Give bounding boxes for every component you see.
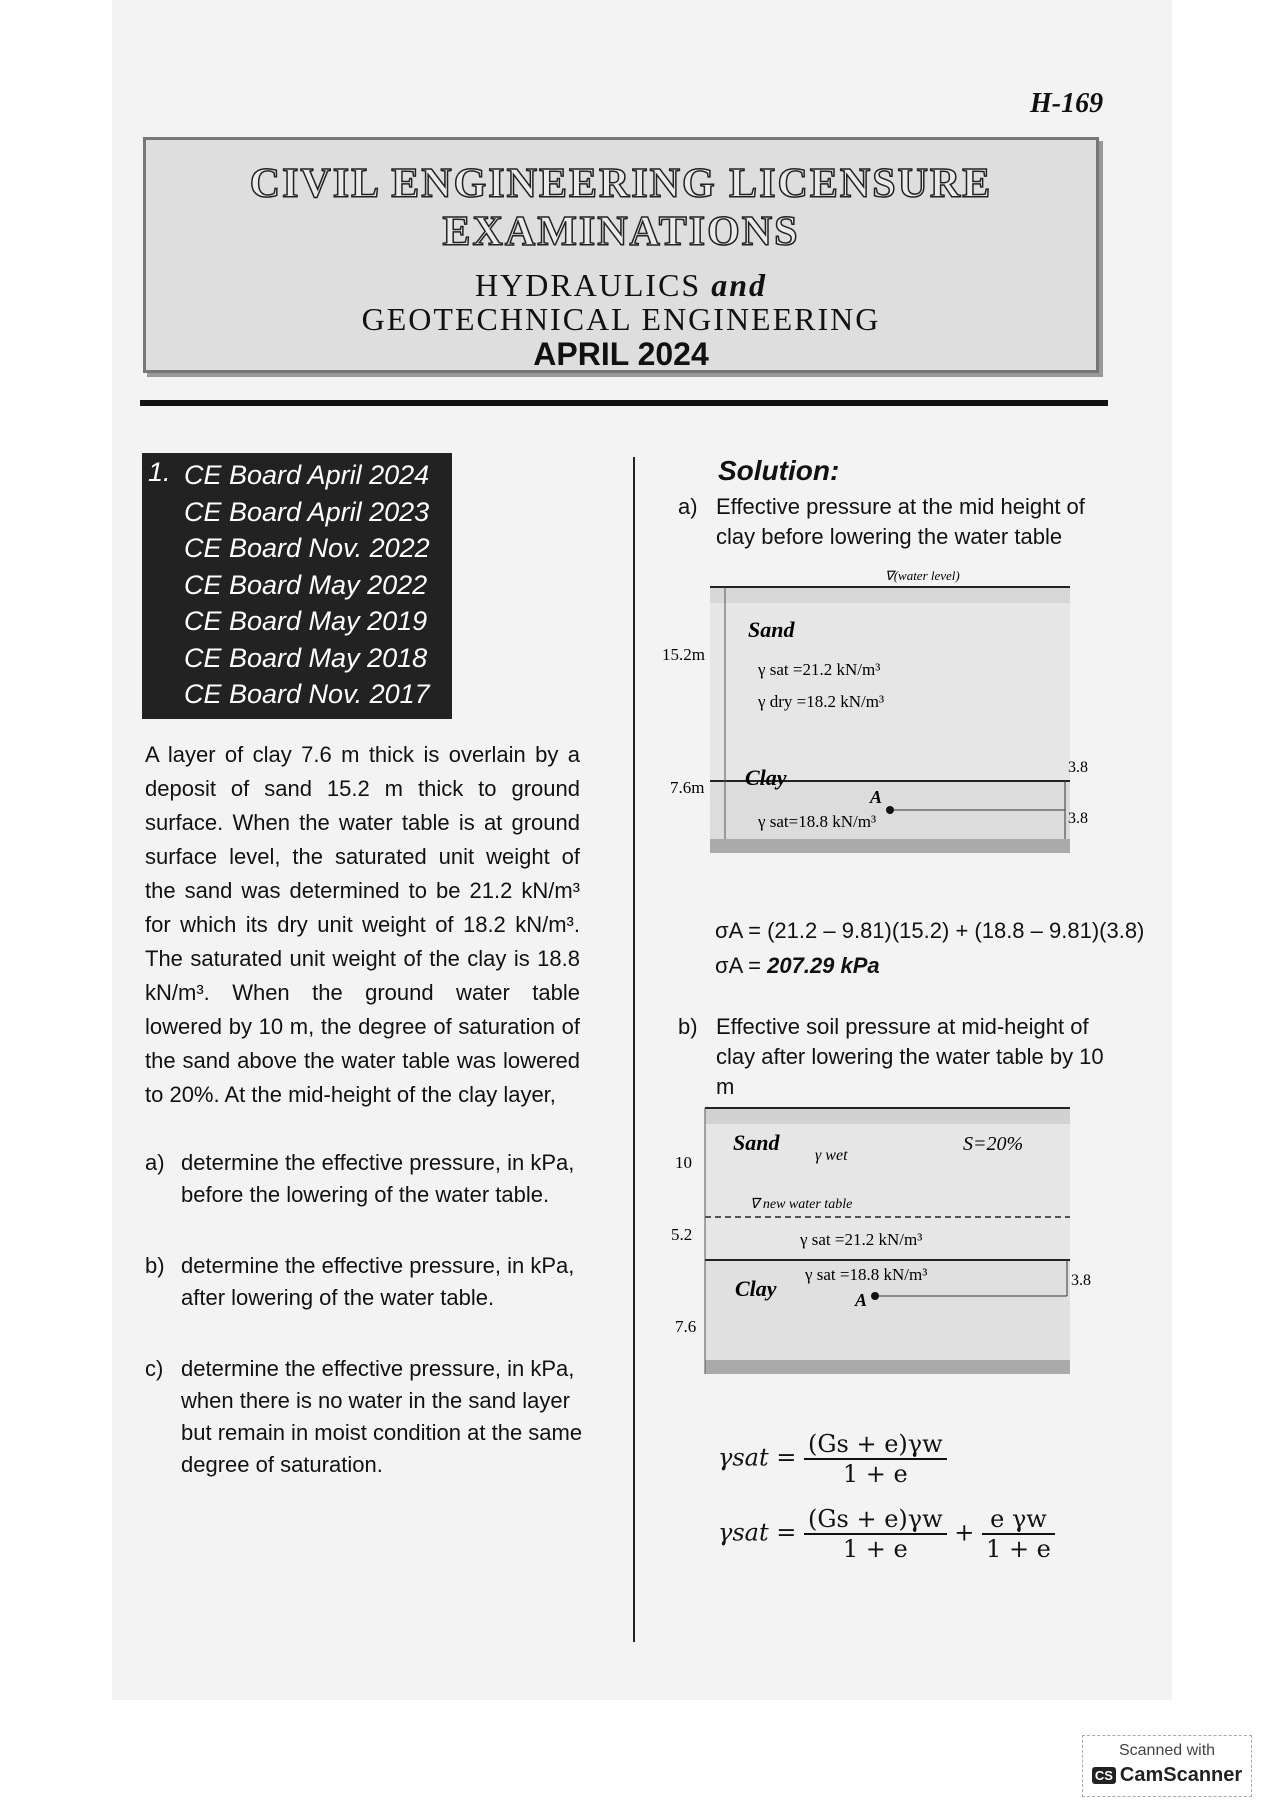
- clay-gsat: γ sat=18.8 kN/m³: [758, 812, 877, 831]
- gamma-wet-label: γ wet: [815, 1147, 848, 1164]
- fraction: [804, 1430, 947, 1488]
- banner-line3: [146, 268, 1096, 302]
- question-text: determine the effective pressure, in kPa, after lowering of the water table.: [181, 1253, 575, 1310]
- watermark-line1: Scanned with: [1118, 1742, 1216, 1759]
- result-value: 207.29 kPa: [767, 953, 880, 978]
- watermark-line2: [1083, 1764, 1251, 1787]
- title-banner: [143, 137, 1099, 373]
- question-c: [145, 1353, 585, 1481]
- fraction: [982, 1505, 1055, 1563]
- formula-lhs: γsat: [718, 1518, 769, 1547]
- clay-thickness: 7.6m: [670, 778, 705, 797]
- point-a-marker: [871, 1292, 879, 1300]
- column-divider: [633, 457, 635, 1642]
- point-a-marker: [886, 806, 894, 814]
- clay-label: Clay: [745, 765, 787, 790]
- upper-half-dim: 3.8: [1068, 759, 1088, 776]
- part-text: Effective soil pressure at mid-height of clay after lowering the water table by 10 m: [716, 1014, 1104, 1099]
- result-prefix: σA =: [715, 953, 768, 978]
- banner-hydraulics: HYDRAULICS: [474, 267, 702, 303]
- question-text: determine the effective pressure, in kPa, before the lowering of the water table.: [181, 1150, 575, 1207]
- solution-part-a: [678, 492, 1118, 552]
- board-item: CE Board April 2024: [184, 460, 430, 490]
- ground-surface-band: [710, 587, 1070, 603]
- denominator: 1 + e: [842, 1535, 908, 1563]
- clay-half-dim: 3.8: [1071, 1272, 1091, 1289]
- point-a-label: A: [870, 787, 883, 807]
- point-a-label: A: [855, 1290, 868, 1310]
- banner-and: and: [711, 267, 768, 303]
- numerator: (Gs + e)γw: [804, 1430, 947, 1460]
- scanner-watermark: [1082, 1735, 1252, 1797]
- saturated-sand-depth: 5.2: [671, 1225, 693, 1244]
- board-item: CE Board Nov. 2022: [184, 533, 430, 563]
- denominator: 1 + e: [986, 1535, 1051, 1563]
- equation-sigma: σA = (21.2 – 9.81)(15.2) + (18.8 – 9.81)(3.8): [715, 918, 1145, 943]
- soil-profile-after: [665, 1100, 1095, 1420]
- bedrock-band: [710, 839, 1070, 853]
- soil-profile-before: [660, 565, 1090, 860]
- question-label: b): [145, 1253, 165, 1278]
- part-text: Effective pressure at the mid height of clay before lowering the water table: [716, 494, 1085, 549]
- clay-thickness: 7.6: [675, 1317, 697, 1336]
- sand-gsat: γ sat =21.2 kN/m³: [800, 1230, 923, 1249]
- clay-gsat: γ sat =18.8 kN/m³: [805, 1265, 928, 1284]
- question-text: determine the effective pressure, in kPa, when there is no water in the sand layer but remain in moist condition at the same degree of saturation.: [181, 1356, 583, 1477]
- banner-line1: CIVIL ENGINEERING LICENSURE: [249, 161, 993, 207]
- camscanner-logo-icon: CS: [1092, 1767, 1116, 1784]
- sand-label: Sand: [748, 617, 795, 642]
- numerator: (Gs + e)γw: [804, 1505, 947, 1535]
- fraction: [804, 1505, 947, 1563]
- dry-depth: 10: [675, 1153, 692, 1172]
- formula-lhs: γsat: [718, 1443, 769, 1472]
- page-code: H-169: [1030, 88, 1104, 119]
- formula-gamma-sat-1: γsat = $\frac{(Gs + e)\gamma w}{1 + e}$: [718, 1430, 947, 1488]
- numerator: e γw: [982, 1505, 1055, 1535]
- sand-gsat: γ sat =21.2 kN/m³: [758, 660, 881, 679]
- clay-label: Clay: [735, 1276, 777, 1301]
- header-rule: [140, 400, 1108, 406]
- sand-thickness: 15.2m: [662, 645, 705, 664]
- denominator: 1 + e: [842, 1460, 908, 1488]
- board-item: CE Board April 2023: [184, 496, 430, 527]
- question-label: a): [145, 1150, 165, 1175]
- sand-gdry: γ dry =18.2 kN/m³: [758, 692, 885, 711]
- question-b: [145, 1250, 585, 1314]
- saturation-label: S=20%: [963, 1133, 1024, 1155]
- question-a: [145, 1147, 585, 1211]
- ground-surface-band: [705, 1108, 1070, 1124]
- board-list: [142, 453, 452, 719]
- part-label: a): [678, 494, 698, 519]
- banner-line4: GEOTECHNICAL ENGINEERING: [361, 301, 881, 337]
- lower-half-dim: 3.8: [1068, 810, 1088, 827]
- watermark-brand: CamScanner: [1119, 1764, 1243, 1786]
- problem-number: 1.: [148, 457, 171, 487]
- equation-result: [715, 953, 880, 979]
- board-item: CE Board Nov. 2017: [184, 679, 430, 709]
- solution-part-b: [678, 1012, 1118, 1102]
- formula-gamma-sat-2: γsat = $\frac{(Gs + e)\gamma w}{1 + e}$ + $\frac{\text{e γw}}{1 + e}$: [718, 1505, 1055, 1563]
- new-water-table-label: ∇ new water table: [750, 1197, 853, 1212]
- water-level-label: ∇(water level): [885, 568, 960, 583]
- banner-line2: EXAMINATIONS: [442, 209, 800, 255]
- question-label: c): [145, 1356, 164, 1381]
- board-item: CE Board May 2018: [184, 642, 428, 673]
- sand-label: Sand: [733, 1130, 780, 1155]
- board-item: CE Board May 2019: [184, 606, 428, 636]
- board-item: CE Board May 2022: [184, 569, 428, 600]
- part-label: b): [678, 1014, 698, 1039]
- problem-statement: A layer of clay 7.6 m thick is overlain by a deposit of sand 15.2 m thick to ground surface. When the water table is at ground surface level, the saturated unit weight of the sand was determined to be 21.2 kN/m³ for which its dry unit weight of 18.2 kN/m³. The saturated unit weight of the clay is 18.8 kN/m³. When the ground water table lowered by 10 m, the degree of saturation of the sand above the water table was lowered to 20%. At the mid-height of the clay layer,: [145, 742, 580, 1107]
- banner-date: APRIL 2024: [533, 336, 709, 372]
- bedrock-band: [705, 1360, 1070, 1374]
- solution-heading: Solution:: [718, 455, 840, 486]
